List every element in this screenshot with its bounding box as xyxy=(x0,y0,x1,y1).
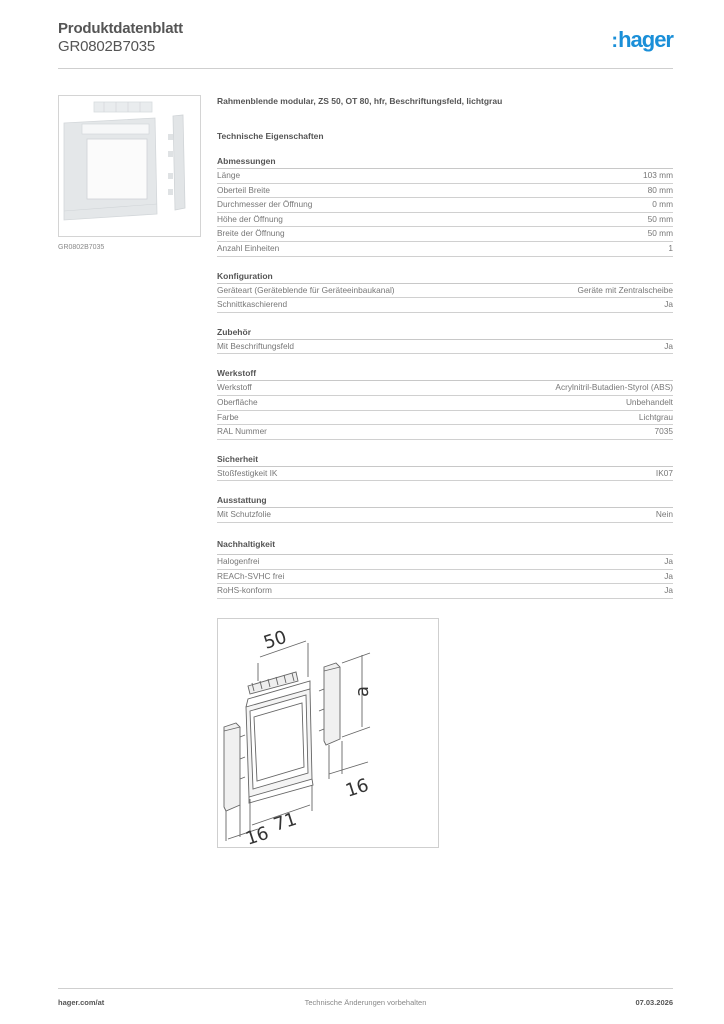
property-label: Farbe xyxy=(217,411,239,422)
property-label: Werkstoff xyxy=(217,382,252,393)
header-divider xyxy=(58,68,673,69)
section-konfiguration xyxy=(217,271,673,313)
property-label: Anzahl Einheiten xyxy=(217,242,280,253)
property-label: Oberteil Breite xyxy=(217,184,271,195)
table-row xyxy=(217,242,673,257)
hager-logo: :hager xyxy=(611,27,673,52)
property-label: Höhe der Öffnung xyxy=(217,213,283,224)
table-row xyxy=(217,381,673,396)
product-photo-icon xyxy=(59,96,200,236)
section-title: Konfiguration xyxy=(217,271,673,284)
property-label: Schnittkaschierend xyxy=(217,299,288,310)
property-value: 80 mm xyxy=(647,184,673,195)
section-zubehoer xyxy=(217,327,673,355)
section-title: Zubehör xyxy=(217,327,673,340)
table-row xyxy=(217,298,673,313)
property-value: Ja xyxy=(664,299,673,310)
property-value: Geräte mit Zentralscheibe xyxy=(577,284,673,295)
property-label: Durchmesser der Öffnung xyxy=(217,199,313,210)
product-code: GR0802B7035 xyxy=(58,38,156,55)
technical-properties-heading: Technische Eigenschaften xyxy=(217,131,324,141)
property-label: RoHS-konform xyxy=(217,585,272,596)
property-value: 50 mm xyxy=(647,213,673,224)
property-value: Acrylnitril-Butadien-Styrol (ABS) xyxy=(555,382,673,393)
table-row xyxy=(217,508,673,523)
section-title: Ausstattung xyxy=(217,495,673,508)
table-row xyxy=(217,396,673,411)
property-value: Ja xyxy=(664,570,673,581)
dim-height-label: a xyxy=(352,685,373,697)
table-row xyxy=(217,467,673,482)
property-label: REACh-SVHC frei xyxy=(217,570,285,581)
table-row xyxy=(217,169,673,184)
table-row xyxy=(217,227,673,242)
property-value: IK07 xyxy=(655,467,673,478)
property-label: Mit Schutzfolie xyxy=(217,509,271,520)
table-row xyxy=(217,340,673,355)
property-value: Ja xyxy=(664,340,673,351)
dim-left-label: 16 xyxy=(243,822,272,847)
table-row xyxy=(217,425,673,440)
section-title: Sicherheit xyxy=(217,454,673,467)
section-ausstattung xyxy=(217,495,673,523)
property-value: Lichtgrau xyxy=(638,411,673,422)
technical-drawing xyxy=(217,618,439,848)
property-label: RAL Nummer xyxy=(217,426,267,437)
property-value: 7035 xyxy=(654,426,673,437)
website-link[interactable]: hager.com/at xyxy=(58,998,105,1007)
product-details xyxy=(217,96,673,631)
footer-divider xyxy=(58,988,673,989)
table-row xyxy=(217,198,673,213)
table-row xyxy=(217,411,673,426)
section-title: Nachhaltigkeit xyxy=(217,539,673,555)
footer-date: 07.03.2026 xyxy=(635,998,673,1007)
section-title: Werkstoff xyxy=(217,368,673,381)
property-value: Ja xyxy=(664,555,673,566)
product-image-caption: GR0802B7035 xyxy=(58,244,105,251)
section-abmessungen xyxy=(217,156,673,257)
table-row xyxy=(217,213,673,228)
property-label: Stoßfestigkeit IK xyxy=(217,467,278,478)
dim-right-label: 16 xyxy=(343,774,372,802)
property-label: Oberfläche xyxy=(217,396,258,407)
property-value: Ja xyxy=(664,585,673,596)
product-image xyxy=(58,95,201,237)
property-label: Halogenfrei xyxy=(217,555,260,566)
dim-bottom-label: 71 xyxy=(271,808,300,836)
section-werkstoff xyxy=(217,368,673,439)
table-row xyxy=(217,184,673,199)
property-value: 50 mm xyxy=(647,228,673,239)
property-value: Unbehandelt xyxy=(625,396,673,407)
property-value: 1 xyxy=(668,242,673,253)
table-row xyxy=(217,284,673,299)
table-row xyxy=(217,555,673,570)
footer-notice: Technische Änderungen vorbehalten xyxy=(304,998,427,1007)
page-header xyxy=(58,20,673,56)
property-value: Nein xyxy=(655,509,673,520)
dimension-drawing-icon xyxy=(218,619,438,847)
property-value: 0 mm xyxy=(652,199,673,210)
table-row xyxy=(217,570,673,585)
property-label: Breite der Öffnung xyxy=(217,228,285,239)
product-description: Rahmenblende modular, ZS 50, OT 80, hfr, Beschriftungsfeld, lichtgrau xyxy=(217,96,503,106)
section-sicherheit xyxy=(217,454,673,482)
section-title: Abmessungen xyxy=(217,156,673,169)
table-row xyxy=(217,584,673,599)
document-title: Produktdatenblatt xyxy=(58,20,183,37)
page-footer xyxy=(58,998,673,1010)
section-nachhaltigkeit xyxy=(217,539,673,599)
property-label: Geräteart (Geräteblende für Geräteeinbaukanal) xyxy=(217,284,395,295)
dim-top-label: 50 xyxy=(261,626,290,654)
logo-text: hager xyxy=(618,27,673,52)
property-label: Länge xyxy=(217,170,241,180)
property-label: Mit Beschriftungsfeld xyxy=(217,340,295,351)
property-value: 103 mm xyxy=(643,170,673,180)
